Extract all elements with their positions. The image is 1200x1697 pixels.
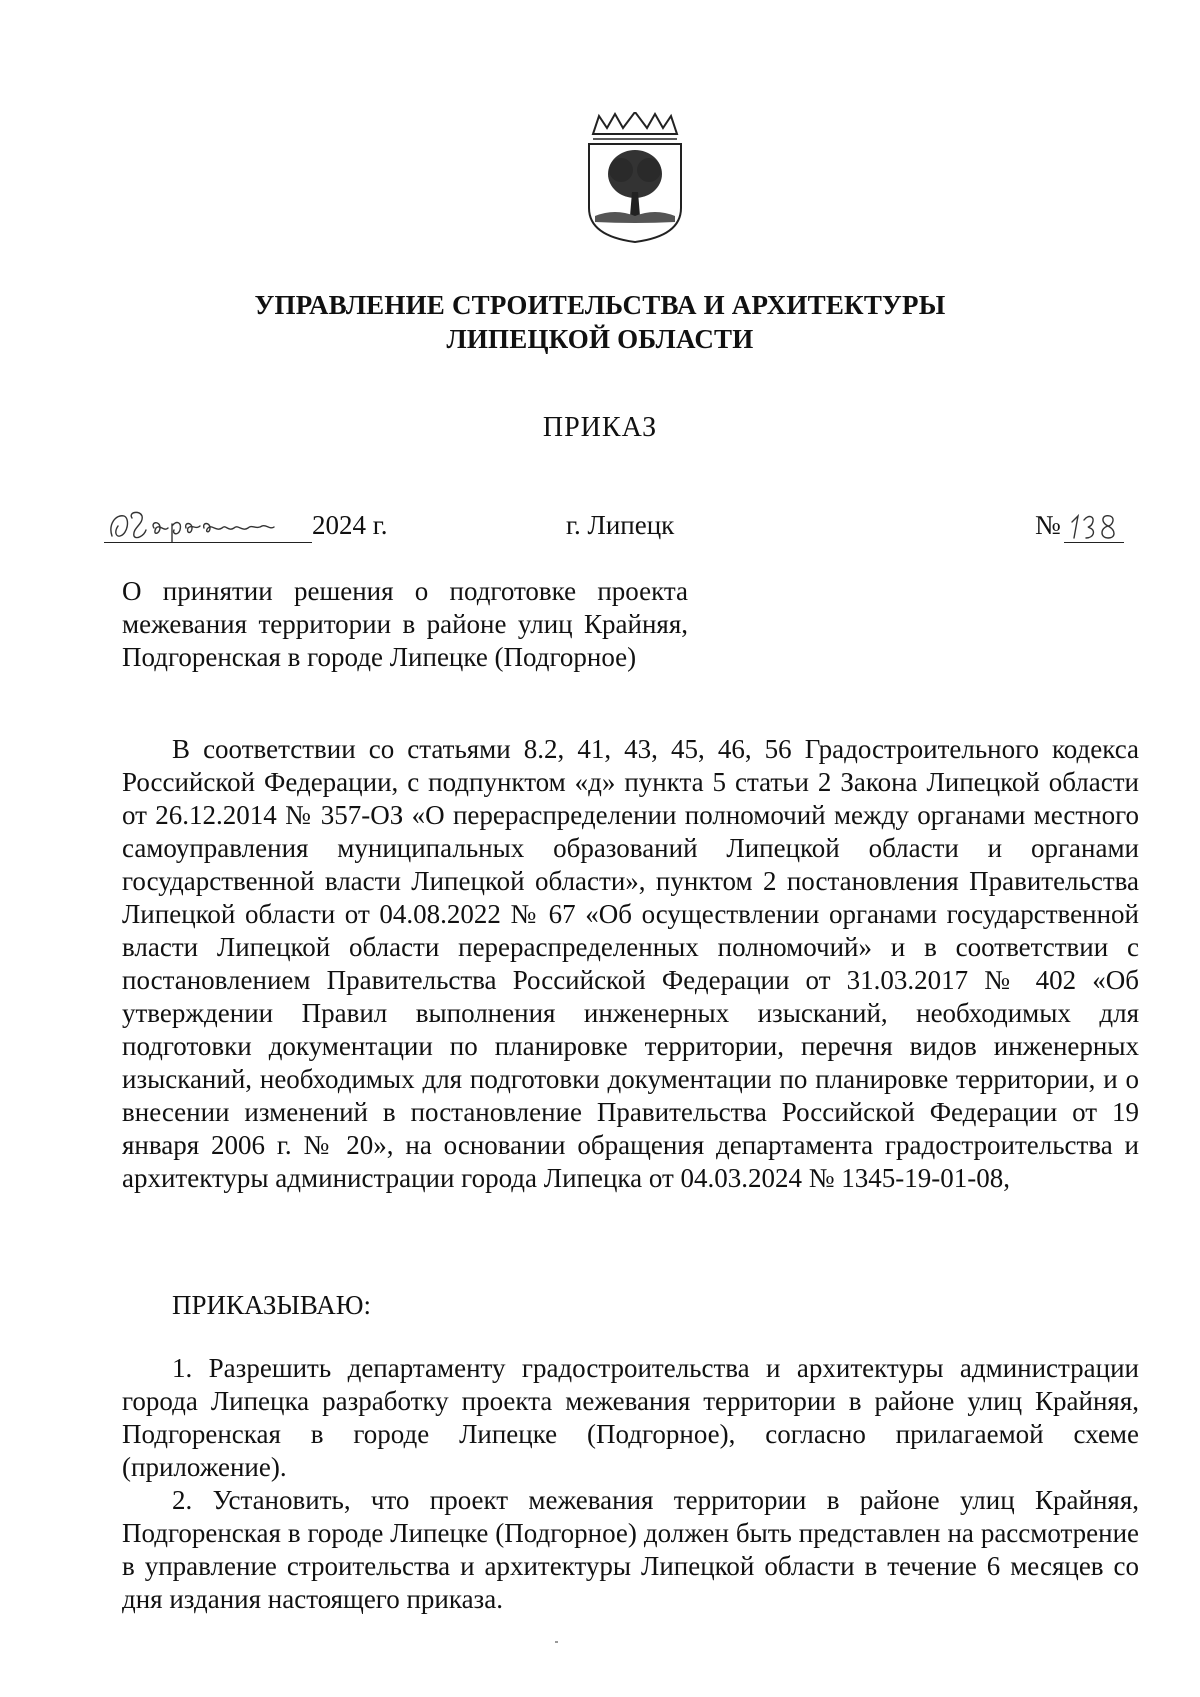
handwritten-date [106, 506, 312, 544]
basis-paragraph: В соответствии со статьями 8.2, 41, 43, 45, 46, 56 Градостроительного кодекса Российской Федерации, с подпунктом «д» пункта 5 статьи 2 Закона Липецкой области от 26.12.2014 № 357-ОЗ «О перераспределении полномочий между органами местного самоуправления муниципальных образований Липецкой области и органами государственной власти Липецкой области», пунктом 2 постановления Правительства Липецкой области от 04.08.2022 № 67 «Об осуществлении органами государственной власти Липецкой области перераспределенных полномочий» и в соответствии с постановлением Правительства Российской Федерации от 31.03.2017 № 402 «Об утверждении Правил выполнения инженерных изысканий, необходимых для подготовки документации по планировке территории, перечня видов инженерных изысканий, необходимых для подготовки документации по планировке территории, и о внесении изменений в постановление Правительства Российской Федерации от 19 января 2006 г. № 20», на основании обращения департамента градостроительства и архитектуры администрации города Липецка от 04.03.2024 № 1345-19-01-08, [122, 734, 1139, 1193]
scan-speck [555, 1641, 558, 1643]
document-meta-row [0, 508, 1200, 548]
order-item-2: 2. Установить, что проект межевания территории в районе улиц Крайняя, Подгоренская в городе Липецке (Подгорное) должен быть представлен на рассмотрение в управление строительства и архитектуры Липецкой области в течение 6 месяцев со дня издания настоящего приказа. [122, 1485, 1139, 1614]
organization-name-line2: ЛИПЕЦКОЙ ОБЛАСТИ [446, 324, 754, 354]
number-label: № [1035, 510, 1061, 540]
date-underline [104, 542, 312, 543]
document-subject: О принятии решения о подготовке проекта межевания территории в районе улиц Крайняя, Подгоренская в городе Липецке (Подгорное) [122, 576, 688, 672]
order-word: ПРИКАЗЫВАЮ: [172, 1290, 371, 1320]
document-type-title: ПРИКАЗ [542, 412, 658, 443]
order-item-1: 1. Разрешить департаменту градостроительства и архитектуры администрации города Липецка разработку проекта межевания территории в районе улиц Крайняя, Подгоренская в городе Липецке (Подгорное), согласно прилагаемой схеме (приложение). [122, 1353, 1139, 1482]
handwritten-number [1064, 508, 1124, 544]
city-name: г. Липецк [566, 510, 675, 540]
organization-name-line1: УПРАВЛЕНИЕ СТРОИТЕЛЬСТВА И АРХИТЕКТУРЫ [254, 290, 946, 320]
number-underline [1064, 542, 1124, 543]
date-year: 2024 г. [312, 510, 388, 540]
coat-of-arms-icon [583, 112, 687, 244]
